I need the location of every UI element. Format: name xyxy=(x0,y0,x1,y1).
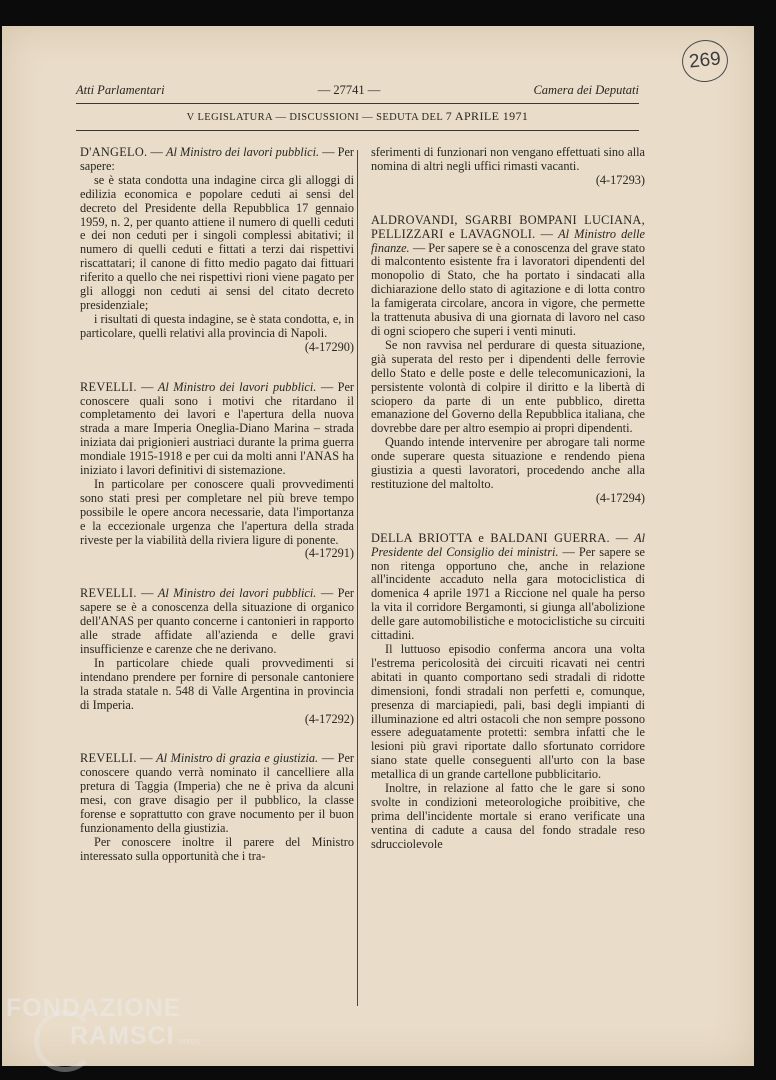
header-left: Atti Parlamentari xyxy=(76,83,165,97)
question-block xyxy=(80,587,354,726)
paragraph-text: sferimenti di funzionari non vengano effettuati sino alla nomina di altri negli uffici rimasti vacanti. xyxy=(371,145,645,173)
paragraph-text: se è stata condotta una indagine circa gli alloggi di edilizia economica e popolare ceduti ai sensi del decreto del Presidente della Repubblica 17 gennaio 1959, n. 2, per quanto attiene il numero di quelli ceduti e dei non ceduti per i singoli complessi abitativi; il numero di quelli ceduti e fittati a terzi dai rispettivi riscattatari; il canone di fitto medio pagato dai fittuari riferito a quello che nei rispettivi rioni viene pagato per gli alloggi non ceduti ai sensi del citato decreto presidenziale; xyxy=(80,172,354,312)
paragraph-text: — Per sapere: xyxy=(80,145,354,173)
question-paragraph xyxy=(371,146,645,174)
question-block xyxy=(371,146,645,188)
question-paragraph xyxy=(80,657,354,713)
question-paragraph xyxy=(371,339,645,436)
question-block xyxy=(80,146,354,355)
header-rule-top xyxy=(76,103,639,104)
question-paragraph: REVELLI. — Al Ministro di grazia e giustizia. — Per conoscere quando verrà nominato il cancelliere alla pretura di Taggia (Imperia) che ne è priva da alcuni mesi, con grave disagio per il pubblico, la classe forense e soprattutto con grave nocumento per il buon funzionamento della giustizia. xyxy=(80,751,355,835)
paragraph-text: Quando intende intervenire per abrogare tali norme onde superare questa situazione e rendendo piena giustizia a questi lavoratori, procedendo anche alla restituzione del maltolto. xyxy=(371,435,645,491)
question-paragraph: D'ANGELO. — Al Ministro dei lavori pubblici. — Per sapere: xyxy=(80,145,354,173)
question-paragraph xyxy=(80,836,354,864)
paragraph-text: — Per sapere se è a conoscenza della situazione di organico dell'ANAS per quanto concerne i cantonieri in rapporto alle strade affidate all'azienda e delle gravi insufficienze e carenze che ne derivano. xyxy=(80,586,354,656)
question-addressee: Al Ministro di grazia e giustizia. xyxy=(156,751,319,766)
right-column xyxy=(371,146,645,852)
running-header xyxy=(76,83,639,98)
question-block xyxy=(80,752,354,863)
paragraph-text: — Per conoscere quali sono i motivi che ritardano il completamento dei lavori e l'apertura della nuova strada a mare Imperia Oneglia-Diano Marina – strada iniziata dai prigionieri austriaci durante la prima guerra mondiale 1915-1918 e per cui da molti anni l'ANAS ha iniziato i lavori definitivi di sistemazione. xyxy=(80,379,354,478)
page-number-stamp: 269 xyxy=(680,38,730,85)
question-paragraph xyxy=(80,174,354,313)
session-date: 7 APRILE 1971 xyxy=(445,109,529,123)
question-author: REVELLI. xyxy=(80,586,137,601)
paragraph-text: — Per conoscere quando verrà nominato il cancelliere alla pretura di Taggia (Imperia) che ne è priva da alcuni mesi, con grave disagio per il pubblico, la classe forense e soprattutto con grave nocumento per il buon funzionamento della giustizia. xyxy=(80,751,355,835)
header-rule-bottom xyxy=(76,130,639,131)
question-author: DELLA BRIOTTA e BALDANI GUERRA. xyxy=(371,530,610,545)
column-divider xyxy=(357,150,358,1006)
paragraph-text: In particolare chiede quali provvedimenti si intendano prendere per fornire di personale cantoniere la strada statale n. 548 di Valle Argentina in provincia di Imperia. xyxy=(80,655,354,712)
question-reference-number: (4-17291) xyxy=(304,546,354,561)
paragraph-text: Se non ravvisa nel perdurare di questa situazione, già superata del resto per i dipendenti delle ferrovie dello Stato e delle poste e delle telecomunicazioni, la persistente volontà di colpire il diritto e la libertà di sciopero da parte di un ente pubblico, diretta emanazione del Governo della Repubblica italiana, che dovrebbe dare per altro esempio ai propri dipendenti. xyxy=(371,337,645,436)
watermark-line-2: RAMSCI onlus xyxy=(70,1022,201,1050)
session-text: V LEGISLATURA — DISCUSSIONI — SEDUTA DEL xyxy=(186,112,443,123)
question-addressee: Al Ministro dei lavori pubblici. xyxy=(157,379,317,394)
session-line xyxy=(76,109,639,124)
question-paragraph: DELLA BRIOTTA e BALDANI GUERRA. — Al Presidente del Consiglio dei ministri. — Per sapere se non ritenga opportuno che, anche in relazione all'incidente accaduto nella gara motociclistica di domenica 4 aprile 1971 a Riccione nel quale ha perso la vita il corridore Bergamonti, si giunga all'abolizione delle gare automobilistiche e motociclistiche su circuiti cittadini. xyxy=(371,530,645,643)
watermark-line-1: FONDAZIONE xyxy=(6,994,182,1022)
watermark xyxy=(6,994,200,1055)
question-paragraph: REVELLI. — Al Ministro dei lavori pubblici. — Per sapere se è a conoscenza della situazione di organico dell'ANAS per quanto concerne i cantonieri in rapporto alle strade affidate all'azienda e delle gravi insufficienze e carenze che ne derivano. xyxy=(80,586,354,656)
question-addressee: Al Presidente del Consiglio dei ministri. xyxy=(371,530,645,559)
question-addressee: Al Ministro dei lavori pubblici. xyxy=(165,145,320,159)
paragraph-text: In particolare per conoscere quali provvedimenti sono stati presi per completare nel più breve tempo possibile le opere ancora necessarie, data l'importanza e la eccezionale urgenza che l'apertura della strada riveste per la viabilità della riviera ligure di ponente. xyxy=(80,476,354,547)
question-paragraph: REVELLI. — Al Ministro dei lavori pubblici. — Per conoscere quali sono i motivi che ritardano il completamento dei lavori e l'apertura della nuova strada a mare Imperia Oneglia-Diano Marina – strada iniziata dai prigionieri austriaci durante la prima guerra mondiale 1915-1918 e per cui da molti anni l'ANAS ha iniziato i lavori definitivi di sistemazione. xyxy=(80,379,354,478)
question-paragraph: ALDROVANDI, SGARBI BOMPANI LUCIANA, PELLIZZARI e LAVAGNOLI. — Al Ministro delle finanze. — Per sapere se è a conoscenza del grave stato di malcontento esistente fra i lavoratori dipendenti del monopolio di Stato, che ha portato i sindacati alla dichiarazione dello stato di agitazione e di lotta contro la famigerata circolare, ancora in vigore, che permette la trattenuta abusiva di una giornata di lavoro nel caso di ogni sciopero che superi i venti minuti. xyxy=(371,212,645,338)
question-paragraph xyxy=(80,478,354,548)
question-addressee: Al Ministro dei lavori pubblici. xyxy=(157,586,317,601)
question-author: D'ANGELO. xyxy=(80,145,148,159)
question-author: REVELLI. xyxy=(80,751,137,766)
question-paragraph xyxy=(80,313,354,341)
question-paragraph xyxy=(371,782,645,852)
question-addressee: Al Ministro delle finanze. xyxy=(371,226,645,255)
left-column xyxy=(80,146,354,864)
question-paragraph xyxy=(371,436,645,492)
paragraph-text: — Per sapere se non ritenga opportuno che, anche in relazione all'incidente accaduto nella gara motociclistica di domenica 4 aprile 1971 a Riccione nel quale ha perso la vita il corridore Bergamonti, si giunga all'abolizione delle gare automobilistiche e motociclistiche su circuiti cittadini. xyxy=(371,544,645,643)
paragraph-text: i risultati di questa indagine, se è stata condotta, e, in particolare, quelli relativi alla provincia di Napoli. xyxy=(80,311,354,340)
paragraph-text: Inoltre, in relazione al fatto che le gare si sono svolte in condizioni meteorologiche proibitive, che prima dell'incidente mortale si erano verificate una ventina di cadute a causa del fondo stradale reso sdrucciolevole xyxy=(371,781,645,851)
header-right: Camera dei Deputati xyxy=(533,83,639,97)
question-block xyxy=(371,532,645,852)
header-page-number: — 27741 — xyxy=(317,83,381,97)
paragraph-text: Il luttuoso episodio conferma ancora una volta l'estrema pericolosità dei circuiti ricavati nei centri abitati in quanto comportano sedi stradali di ridotte dimensioni, fondi stradali non perfetti e, comunque, presenza di marciapiedi, pali, basi degli impianti di illuminazione ed altri ostacoli che non sempre possono essere adeguatamente protetti: sembra infatti che le lesioni più gravi riportate dallo sfortunato corridore siano state quelle conseguenti all'urto con la base metallica di un grande cartellone pubblicitario. xyxy=(371,642,645,782)
question-reference-number: (4-17290) xyxy=(304,339,354,354)
question-block xyxy=(80,381,354,562)
question-reference-number: (4-17292) xyxy=(304,711,354,726)
question-author: REVELLI. xyxy=(80,379,137,394)
paragraph-text: — Per sapere se è a conoscenza del grave stato di malcontento esistente fra i lavoratori dipendenti del monopolio di Stato, che ha portato i sindacati alla dichiarazione dello stato di agitazione e di lotta contro la famigerata circolare, ancora in vigore, che permette la trattenuta abusiva di una giornata di lavoro nel caso di ogni sciopero che superi i venti minuti. xyxy=(371,240,645,338)
question-reference-number: (4-17294) xyxy=(595,490,645,505)
question-block xyxy=(371,214,645,506)
question-reference-number: (4-17293) xyxy=(595,172,645,187)
question-author: ALDROVANDI, SGARBI BOMPANI LUCIANA, PELLIZZARI e LAVAGNOLI. xyxy=(371,212,645,241)
watermark-onlus: onlus xyxy=(178,1036,201,1046)
paragraph-text: Per conoscere inoltre il parere del Ministro interessato sulla opportunità che i tra- xyxy=(80,834,354,863)
question-paragraph xyxy=(371,643,645,782)
document-page xyxy=(2,26,754,1066)
